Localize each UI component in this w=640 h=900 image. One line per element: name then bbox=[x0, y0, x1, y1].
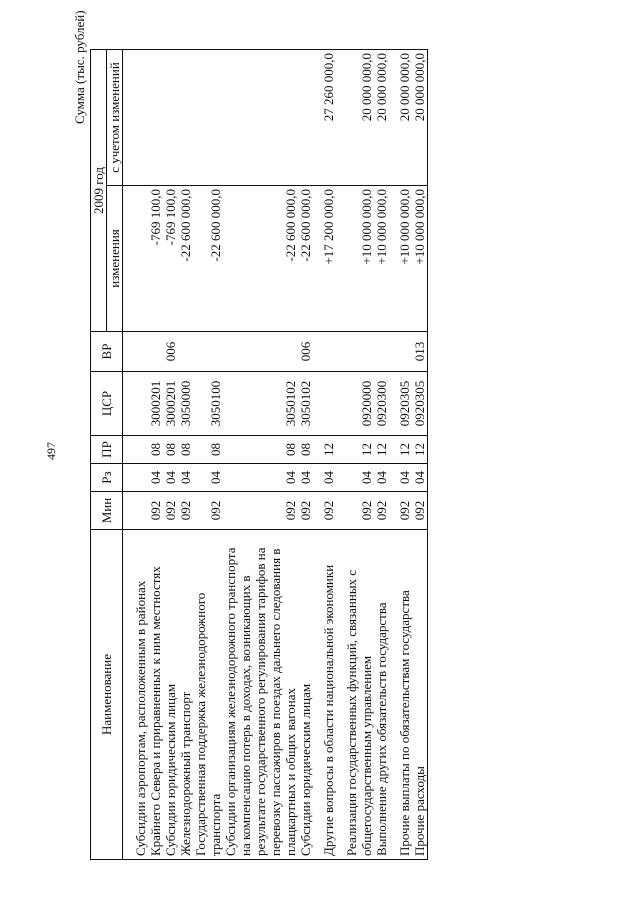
row-changes: -769 100,0 bbox=[133, 186, 163, 332]
row-min: 092 bbox=[133, 492, 163, 530]
row-vr bbox=[389, 332, 412, 372]
row-vr: 006 bbox=[298, 332, 313, 372]
table-row bbox=[389, 50, 412, 860]
row-pr: 12 bbox=[313, 436, 336, 464]
row-vr bbox=[374, 332, 389, 372]
row-pr: 08 bbox=[163, 436, 178, 464]
row-rz: 04 bbox=[163, 464, 178, 492]
row-pr: 08 bbox=[133, 436, 163, 464]
row-pr: 08 bbox=[223, 436, 298, 464]
row-total bbox=[178, 50, 193, 186]
row-csr: 3000201 bbox=[163, 372, 178, 436]
table-row bbox=[374, 50, 389, 860]
header-name: Наименование bbox=[91, 530, 123, 860]
row-rz: 04 bbox=[374, 464, 389, 492]
row-changes: -22 600 000,0 bbox=[178, 186, 193, 332]
row-pr: 08 bbox=[298, 436, 313, 464]
row-min: 092 bbox=[389, 492, 412, 530]
row-min: 092 bbox=[374, 492, 389, 530]
row-name: Субсидии аэропортам, расположенным в районах Крайнего Севера и приравненных к ним местностях bbox=[133, 530, 163, 860]
row-name: Прочие расходы bbox=[412, 530, 428, 860]
header-with-changes: с учетом изменений bbox=[107, 50, 123, 186]
row-min: 092 bbox=[178, 492, 193, 530]
header-min: Мин bbox=[91, 492, 123, 530]
row-min: 092 bbox=[336, 492, 374, 530]
table-row bbox=[223, 50, 298, 860]
row-pr: 12 bbox=[412, 436, 428, 464]
table-row bbox=[298, 50, 313, 860]
row-min: 092 bbox=[163, 492, 178, 530]
row-total: 27 260 000,0 bbox=[313, 50, 336, 186]
row-min: 092 bbox=[223, 492, 298, 530]
units-label: Сумма (тыс. рублей) bbox=[72, 10, 87, 124]
row-rz: 04 bbox=[412, 464, 428, 492]
row-min: 092 bbox=[412, 492, 428, 530]
row-rz: 04 bbox=[133, 464, 163, 492]
row-rz: 04 bbox=[336, 464, 374, 492]
row-total bbox=[133, 50, 163, 186]
table-row bbox=[412, 50, 428, 860]
row-changes: +17 200 000,0 bbox=[313, 186, 336, 332]
row-changes: -22 600 000,0 bbox=[298, 186, 313, 332]
header-pr: ПР bbox=[91, 436, 123, 464]
row-total: 20 000 000,0 bbox=[374, 50, 389, 186]
page-number: 497 bbox=[44, 442, 58, 460]
row-rz: 04 bbox=[178, 464, 193, 492]
header-rz: Рз bbox=[91, 464, 123, 492]
header-changes: изменения bbox=[107, 186, 123, 332]
header-vr: ВР bbox=[91, 332, 123, 372]
row-csr: 0920305 bbox=[412, 372, 428, 436]
row-vr bbox=[223, 332, 298, 372]
row-vr: 013 bbox=[412, 332, 428, 372]
row-changes: +10 000 000,0 bbox=[389, 186, 412, 332]
header-year: 2009 год bbox=[91, 50, 107, 332]
row-csr: 0920000 bbox=[336, 372, 374, 436]
row-changes: -769 100,0 bbox=[163, 186, 178, 332]
row-name: Другие вопросы в области национальной экономики bbox=[313, 530, 336, 860]
row-changes: -22 600 000,0 bbox=[193, 186, 223, 332]
row-vr bbox=[133, 332, 163, 372]
row-rz: 04 bbox=[298, 464, 313, 492]
row-total: 20 000 000,0 bbox=[389, 50, 412, 186]
row-vr bbox=[336, 332, 374, 372]
row-csr: 3050100 bbox=[193, 372, 223, 436]
row-rz: 04 bbox=[223, 464, 298, 492]
table-row bbox=[193, 50, 223, 860]
table-row bbox=[336, 50, 374, 860]
budget-table bbox=[90, 49, 428, 860]
row-total bbox=[193, 50, 223, 186]
row-vr bbox=[193, 332, 223, 372]
row-pr: 12 bbox=[336, 436, 374, 464]
row-changes: +10 000 000,0 bbox=[336, 186, 374, 332]
row-name: Субсидии юридическим лицам bbox=[298, 530, 313, 860]
row-name: Государственная поддержка железнодорожного транспорта bbox=[193, 530, 223, 860]
row-name: Субсидии юридическим лицам bbox=[163, 530, 178, 860]
row-total bbox=[298, 50, 313, 186]
row-min: 092 bbox=[298, 492, 313, 530]
row-csr bbox=[313, 372, 336, 436]
row-total: 20 000 000,0 bbox=[412, 50, 428, 186]
row-pr: 12 bbox=[374, 436, 389, 464]
row-csr: 3050102 bbox=[223, 372, 298, 436]
row-vr bbox=[313, 332, 336, 372]
row-changes: -22 600 000,0 bbox=[223, 186, 298, 332]
row-pr: 12 bbox=[389, 436, 412, 464]
row-vr: 006 bbox=[163, 332, 178, 372]
row-changes: +10 000 000,0 bbox=[412, 186, 428, 332]
row-name: Железнодорожный транспорт bbox=[178, 530, 193, 860]
row-total bbox=[223, 50, 298, 186]
row-total: 20 000 000,0 bbox=[336, 50, 374, 186]
row-total bbox=[163, 50, 178, 186]
row-pr: 08 bbox=[193, 436, 223, 464]
row-vr bbox=[178, 332, 193, 372]
row-min: 092 bbox=[313, 492, 336, 530]
row-name: Субсидии организациям железнодорожного транспорта на компенсацию потерь в доходах, возникающих в результате государственного регулирования тарифов на перевозку пассажиров в поездах дальнего следования в плацкартных и общих вагонах bbox=[223, 530, 298, 860]
row-changes: +10 000 000,0 bbox=[374, 186, 389, 332]
row-csr: 3000201 bbox=[133, 372, 163, 436]
table-row bbox=[313, 50, 336, 860]
row-name: Реализация государственных функций, связанных с общегосударственным управлением bbox=[336, 530, 374, 860]
row-csr: 0920300 bbox=[374, 372, 389, 436]
row-name: Выполнение других обязательств государства bbox=[374, 530, 389, 860]
row-rz: 04 bbox=[193, 464, 223, 492]
table-row bbox=[178, 50, 193, 860]
row-rz: 04 bbox=[389, 464, 412, 492]
row-rz: 04 bbox=[313, 464, 336, 492]
row-csr: 3050000 bbox=[178, 372, 193, 436]
row-csr: 3050102 bbox=[298, 372, 313, 436]
row-csr: 0920305 bbox=[389, 372, 412, 436]
table-row bbox=[163, 50, 178, 860]
row-pr: 08 bbox=[178, 436, 193, 464]
header-csr: ЦСР bbox=[91, 372, 123, 436]
row-name: Прочие выплаты по обязательствам государства bbox=[389, 530, 412, 860]
row-min: 092 bbox=[193, 492, 223, 530]
table-row bbox=[133, 50, 163, 860]
